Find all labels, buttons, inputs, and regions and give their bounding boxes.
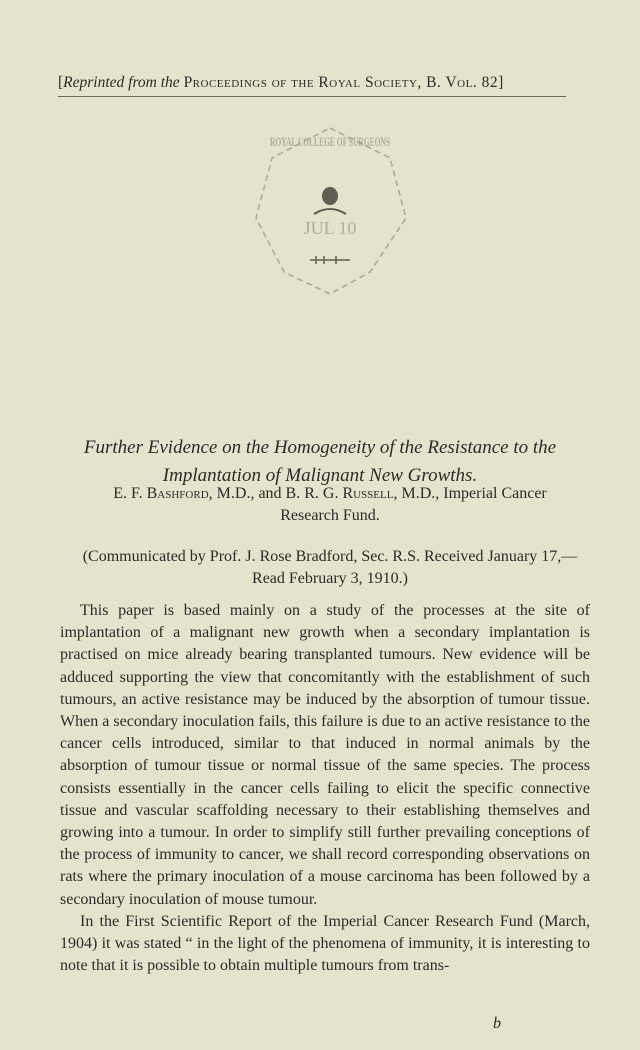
running-header (58, 74, 598, 92)
communicated-line-1: (Communicated by Prof. J. Rose Bradford, Sec. R.S. Received January 17,— (82, 548, 578, 565)
author-2: B. R. G. Russell (285, 485, 394, 502)
author-1: E. F. Bashford (113, 485, 209, 502)
signature-mark: b (493, 1015, 501, 1032)
authors (45, 483, 615, 527)
authors-line-1 (45, 483, 615, 505)
paper-title (30, 434, 610, 490)
title-line-2: Implantation of Malignant New Growths. (162, 465, 478, 486)
paragraph-2: In the First Scientific Report of the Imperial Cancer Research Fund (March, 1904) it was stated “ in the light of the phenomena of immunity, it is interesting to note that it is possible to obtain multiple tumours from trans- (60, 912, 590, 975)
header-bracket-close: ] (498, 74, 504, 91)
paragraph-1: This paper is based mainly on a study of the processes at the site of implantation of a malignant new growth when a secondary implantation is practised on mice already bearing transplanted tumours. New evidence will be adduced supporting the view that concomitantly with the establishment of such tumours, an active resistance may be induced by the absorption of tumour tissue. When a secondary inoculation fails, this failure is due to an active resistance to the cancer cells introduced, similar to that induced in normal animals by the absorption of tumour tissue or normal tissue of the same species. The process consists essentially in the cancer cells failing to elicit the specific connective tissue and vascular scaffolding necessary to their establishing themselves and growing into a tumour. In order to simplify still further prevailing conceptions of the process of immunity to cancer, we shall record corresponding observations on rats where the primary inoculation of a mouse carcinoma has been followed by a secondary inoculation of mouse tumour. (60, 602, 590, 908)
header-journal: Proceedings of the Royal Society, B. Vol. 82 (183, 74, 499, 91)
communicated-line-2: Read February 3, 1910.) (252, 570, 408, 587)
body-text (60, 600, 590, 977)
authors-mid: , M.D., and (208, 485, 286, 502)
stamp-date-text: JUL 10 (303, 218, 357, 238)
header-rule (58, 96, 566, 97)
header-bracket-open: [ (58, 74, 64, 91)
authors-tail: , M.D., Imperial Cancer (393, 485, 547, 502)
stamp-ring-text: ROYAL COLLEGE OF SURGEONS (270, 134, 390, 149)
library-stamp (250, 122, 410, 302)
authors-line-2: Research Fund. (280, 507, 380, 524)
title-line-1: Further Evidence on the Homogeneity of the Resistance to the (83, 437, 557, 458)
header-reprinted: Reprinted from the (63, 74, 180, 91)
communicated-note (45, 546, 615, 590)
